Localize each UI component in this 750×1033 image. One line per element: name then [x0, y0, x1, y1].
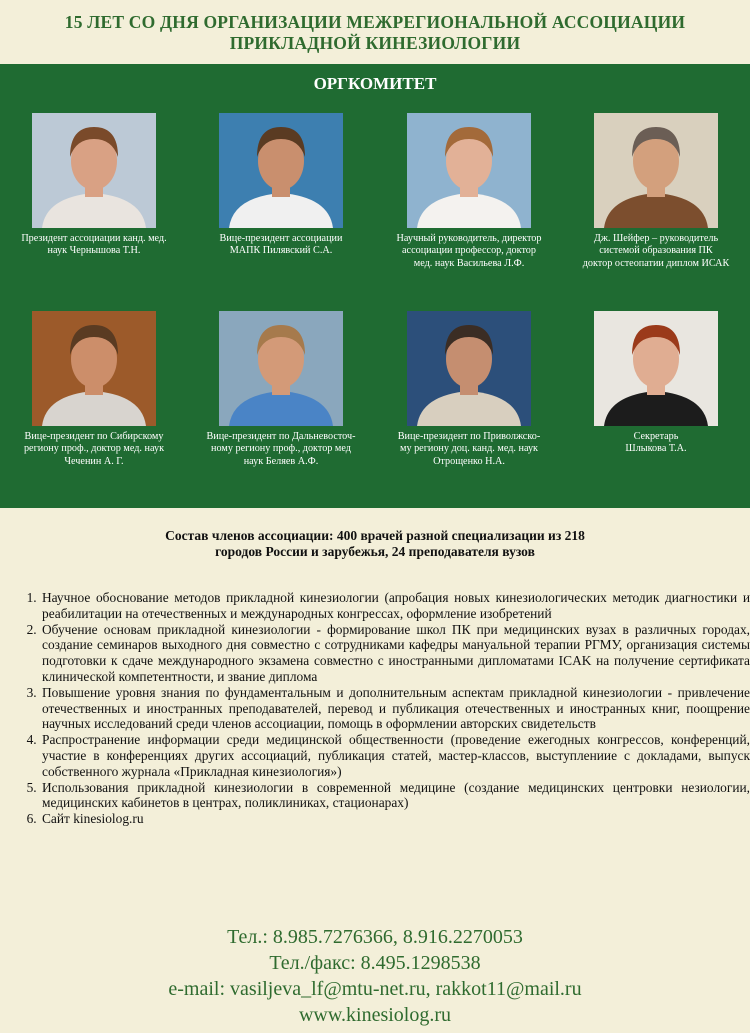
- header-title-line2: ПРИКЛАДНОЙ КИНЕЗИОЛОГИИ: [229, 33, 521, 53]
- member-caption: Президент ассоциации канд. мед. наук Чернышова Т.Н.: [21, 233, 167, 257]
- goals-list: [22, 590, 750, 827]
- page-header: [0, 0, 750, 64]
- member-photo: [32, 311, 156, 426]
- member-photo: [407, 311, 531, 426]
- member-caption: Секретарь Шлыкова Т.А.: [625, 431, 687, 455]
- orgcommittee-title: ОРГКОМИТЕТ: [313, 74, 437, 93]
- committee-member: [375, 311, 563, 468]
- contacts: [0, 924, 750, 1028]
- committee-member: [0, 311, 188, 468]
- header-title-line1: 15 ЛЕТ СО ДНЯ ОРГАНИЗАЦИИ МЕЖРЕГИОНАЛЬНОЙ АССОЦИАЦИИ: [64, 12, 686, 32]
- member-photo: [32, 113, 156, 228]
- contact-phone: Тел.: 8.985.7276366, 8.916.2270053: [227, 926, 523, 948]
- member-caption: Вице-президент ассоциации МАПК Пилявский С.А.: [219, 233, 343, 257]
- summary-line1: Состав членов ассоциации: 400 врачей разной специализации из 218: [165, 528, 585, 543]
- member-caption: Вице-президент по Сибирскому региону проф., доктор мед. наук Чеченин А. Г.: [23, 431, 165, 467]
- member-caption: Дж. Шейфер – руководитель системой образования ПК доктор остеопатии диплом ИСАК: [582, 233, 730, 269]
- member-photo: [219, 311, 343, 426]
- member-caption: Вице-президент по Дальневосточ- ному региону проф., доктор мед наук Беляев А.Ф.: [206, 431, 356, 467]
- member-caption: Вице-президент по Приволжско- му региону доц. канд. мед. наук Отрощенко Н.А.: [397, 431, 541, 467]
- contact-email[interactable]: e-mail: vasiljeva_lf@mtu-net.ru, rakkot11@mail.ru: [168, 978, 582, 1000]
- goal-item: 3. Повышение уровня знания по фундаментальным и дополнительным аспектам прикладной кинезиологии - привлечение отечественных и иностранных преподавателей, перевод и публикация отечественных и иностранных книг, поощрение научных исследований среди членов ассоциации, помощь в оформлении авторских свидетельств: [40, 685, 750, 732]
- contact-site[interactable]: www.kinesiolog.ru: [298, 1004, 452, 1026]
- goal-item: 6. Сайт kinesiolog.ru: [40, 811, 750, 827]
- member-photo: [407, 113, 531, 228]
- goal-item: 1. Научное обоснование методов прикладной кинезиологии (апробация новых кинезиологических методик диагностики и реабилитации на отечественных и международных конгрессах, оформление изобретений: [40, 590, 750, 622]
- goal-item: 4. Распространение информации среди медицинской общественности (проведение ежегодных конгрессов, конференций, участие в конференциях других ассоциаций, публикация статей, мастер-классов, выступлениие с докладами, выпуск собственного журнала «Прикладная кинезиология»): [40, 732, 750, 779]
- member-photo: [219, 113, 343, 228]
- membership-summary: [0, 528, 750, 560]
- committee-member: [562, 311, 750, 456]
- committee-member: [0, 113, 188, 258]
- member-photo: [594, 113, 718, 228]
- member-caption: Научный руководитель, директор ассоциации профессор, доктор мед. наук Васильева Л.Ф.: [396, 233, 542, 269]
- committee-member: [562, 113, 750, 270]
- committee-member: [187, 311, 375, 468]
- goal-item: 2. Обучение основам прикладной кинезиологии - формирование школ ПК при медицинских вузах в различных городах, создание семинаров выходного дня совместно с сотрудниками кафедры мануальной терапии РГМУ, организация системы подготовки к сдаче международного экзамена совместно с иностранными дипломатами ICAK на получение сертификата клинической компетентности, и звание диплома: [40, 622, 750, 685]
- goal-item: 5. Использования прикладной кинезиологии в современной медицине (создание медицинских центровки незиологии, медицинских кабинетов в центрах, поликлиниках, стационарах): [40, 780, 750, 812]
- member-photo: [594, 311, 718, 426]
- summary-line2: городов России и зарубежья, 24 преподавателя вузов: [215, 544, 535, 559]
- committee-member: [375, 113, 563, 270]
- contact-fax: Тел./факс: 8.495.1298538: [269, 952, 481, 974]
- committee-member: [187, 113, 375, 258]
